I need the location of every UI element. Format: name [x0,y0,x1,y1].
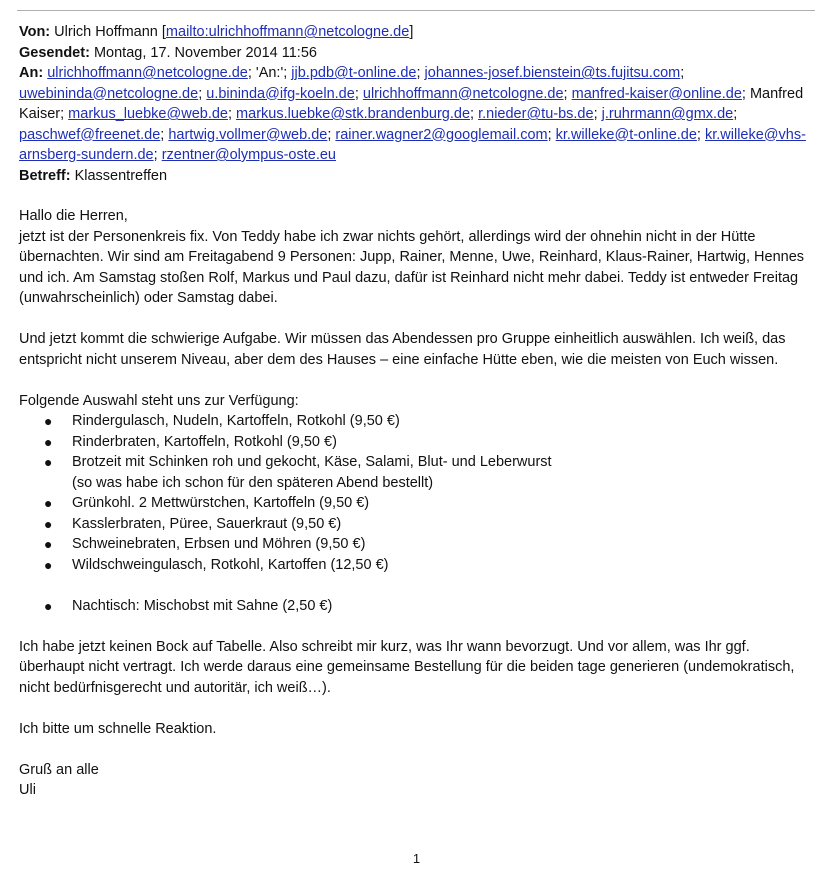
dessert-item [19,596,819,617]
recipient-separator: ; [680,65,685,81]
recipient-email-link[interactable]: markus_luebke@web.de [68,106,228,122]
recipient-separator: ; [198,85,207,102]
bullet-icon: ● [44,454,53,470]
menu-item-text: Grünkohl. 2 Mettwürstchen, Kartoffeln (9,50 €) [72,495,370,511]
recipient-email-link[interactable]: johannes-josef.bienstein@ts.fujitsu.com [424,65,681,81]
sent-line [19,43,819,64]
subject-value: Klassentreffen [74,167,168,184]
recipient-email-link[interactable]: uwebininda@netcologne.de [19,85,199,102]
recipient-separator: ; [354,85,363,102]
greeting: Hallo die Herren, [19,208,128,224]
bullet-icon: ● [44,597,53,614]
paragraph-task: Und jetzt kommt die schwierige Aufgabe. Wir müssen das Abendessen pro Gruppe einheitlich auswählen. Ich weiß, das entspricht nicht unserem Niveau, aber dem des Hauses – eine einfache Hütte eben, wie die meisten von Euch wissen. [19,331,786,368]
from-line [19,22,819,43]
recipient-email-link[interactable]: markus.luebke@stk.brandenburg.de [236,106,471,122]
bullet-icon: ● [44,433,53,450]
bullet-icon: ● [44,556,53,573]
from-name: Ulrich Hoffmann [ [54,24,166,40]
menu-item [19,493,819,514]
recipient-separator: ; [416,65,425,81]
menu-item-note: (so was habe ich schon für den späteren Abend bestellt) [72,474,434,491]
recipient-separator: ; [696,126,705,143]
recipient-separator: ; [733,106,738,122]
recipient-email-link[interactable]: r.nieder@tu-bs.de [478,106,594,122]
recipient-separator: ; [227,106,237,122]
menu-options-list [19,411,819,575]
recipient-email-link[interactable]: hartwig.vollmer@web.de [168,126,328,143]
sent-value: Montag, 17. November 2014 11:56 [93,44,317,61]
recipient-email-link[interactable]: u.bininda@ifg-koeln.de [206,85,355,102]
menu-item [19,514,819,535]
header-separator-line [17,10,815,11]
menu-item-text: Wildschweingulasch, Rotkohl, Kartoffen (12,50 €) [72,556,389,573]
recipient-email-link[interactable]: ulrichhoffmann@netcologne.de [362,85,564,102]
recipient-email-link[interactable]: kr.willeke@t-online.de [555,126,697,143]
menu-item [19,555,819,576]
bullet-icon: ● [44,413,53,429]
recipient-separator: ; [470,106,479,122]
menu-item-text: Schweinebraten, Erbsen und Möhren (9,50 €) [72,536,366,552]
recipient-separator: ; [563,85,572,102]
recipient-email-link[interactable]: ulrichhoffmann@netcologne.de [47,65,248,81]
recipient-email-link[interactable]: paschwef@freenet.de [19,126,161,143]
paragraph-participants: jetzt ist der Personenkreis fix. Von Teddy habe ich zwar nichts gehört, allerdings wird der ohnehin nicht in der Hütte übernachten. Wir sind am Freitagabend 9 Personen: Jupp, Rainer, Menne, Uwe, Reinhard, Klaus-Rainer, Hartwig, Hennes und ich. Am Samstag stoßen Rolf, Markus und Paul dazu, dafür ist Reinhard nicht mehr dabei. Teddy ist entweder Freitag (unwahrscheinlich) oder Samstag dabei. [19,228,805,306]
subject-line [19,166,819,187]
dessert-text: Nachtisch: Mischobst mit Sahne (2,50 €) [72,597,333,614]
recipient-separator: ; [593,106,602,122]
recipient-separator: ; [327,126,336,143]
from-label: Von: [19,24,51,40]
paragraph-request: Ich habe jetzt keinen Bock auf Tabelle. Also schreibt mir kurz, was Ihr wann bevorzugt. Und vor allem, was Ihr ggf. überhaupt nicht vertragt. Ich werde daraus eine gemeinsame Bestellung für die beiden tage generieren (undemokratisch, nicht bedürfnisgerecht und autoritär, ich weiß…). [19,638,795,696]
recipient-separator: ; [160,126,169,143]
signature: Uli [19,782,36,798]
bullet-icon: ● [44,495,53,511]
paragraph-reaction: Ich bitte um schnelle Reaktion. [19,720,217,737]
recipient-email-link[interactable]: jjb.pdb@t-online.de [291,65,417,81]
bullet-icon: ● [44,515,53,532]
menu-item [19,452,819,493]
menu-item [19,411,819,432]
menu-intro: Folgende Auswahl steht uns zur Verfügung: [19,392,299,409]
closing-greeting: Gruß an alle [19,761,99,778]
from-mailto-link[interactable]: mailto:ulrichhoffmann@netcologne.de [165,24,410,40]
page-number: 1 [412,851,421,866]
sent-label: Gesendet: [19,44,90,61]
dessert-list [19,596,819,617]
recipient-email-link[interactable]: manfred-kaiser@online.de [571,85,742,102]
recipient-separator: ; [153,147,162,163]
email-header [19,22,819,186]
menu-item [19,432,819,453]
bullet-icon: ● [44,536,53,552]
recipient-email-link[interactable]: rainer.wagner2@googlemail.com [335,126,548,143]
recipient-separator: ; Manfred Kaiser; [19,85,804,122]
recipient-email-link[interactable]: rzentner@olympus-oste.eu [161,147,336,163]
menu-item-text: Brotzeit mit Schinken roh und gekocht, Käse, Salami, Blut- und Leberwurst [72,454,552,470]
menu-item-text: Rinderbraten, Kartoffeln, Rotkohl (9,50 €) [72,433,337,450]
recipients-list [19,65,806,163]
email-body [19,206,819,801]
from-bracket-close: ] [409,24,414,40]
to-line [19,63,819,166]
recipient-email-link[interactable]: kr.willeke@vhs-arnsberg-sundern.de [19,126,806,163]
recipient-email-link[interactable]: j.ruhrmann@gmx.de [601,106,734,122]
recipient-separator: ; 'An:'; [247,65,292,81]
menu-item-text: Kasslerbraten, Püree, Sauerkraut (9,50 €) [72,515,342,532]
email-printout [19,22,819,801]
menu-item [19,534,819,555]
to-label: An: [19,65,44,81]
menu-item-text: Rindergulasch, Nudeln, Kartoffeln, Rotkohl (9,50 €) [72,413,400,429]
subject-label: Betreff: [19,167,71,184]
recipient-separator: ; [547,126,556,143]
